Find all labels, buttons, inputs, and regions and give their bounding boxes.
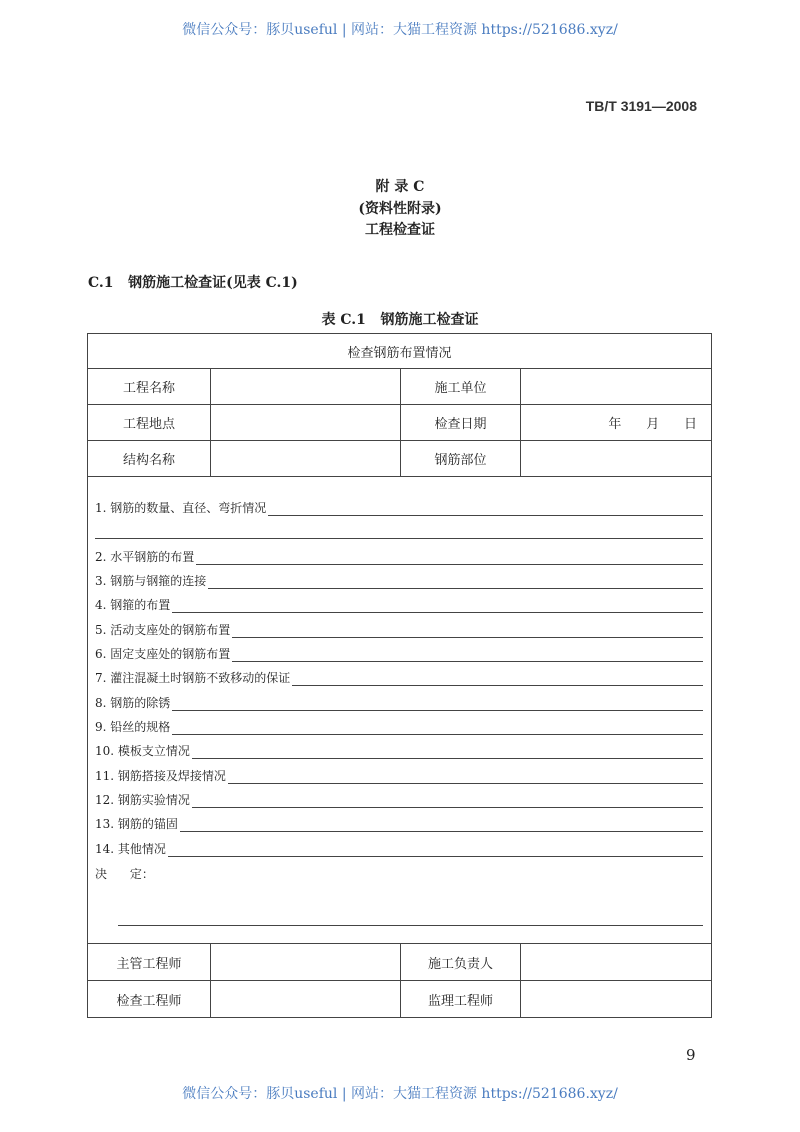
item-label: 3. 钢筋与钢箍的连接	[95, 574, 207, 588]
inspection-item	[95, 646, 703, 662]
appendix-subtitle: (资料性附录)	[358, 201, 442, 217]
item-label: 2. 水平钢筋的布置	[95, 550, 195, 564]
value-field[interactable]	[210, 440, 401, 477]
label-cell: 施工负责人	[400, 943, 521, 981]
value-field[interactable]	[520, 368, 712, 405]
item-label: 12. 钢筋实验情况	[95, 793, 190, 807]
standard-number: TB/T 3191—2008	[585, 98, 697, 114]
item-answer-line[interactable]	[292, 673, 703, 686]
item-label: 6. 固定支座处的钢筋布置	[95, 647, 231, 661]
item-answer-line[interactable]	[180, 819, 703, 832]
value-field[interactable]: 年 月 日	[520, 404, 712, 441]
section-heading: C.1 钢筋施工检查证(见表 C.1)	[88, 275, 298, 291]
item-answer-line[interactable]	[172, 722, 703, 735]
value-field[interactable]	[210, 980, 401, 1018]
item-answer-line[interactable]	[208, 576, 703, 589]
appendix-name: 工程检查证	[365, 222, 435, 238]
item-label: 14. 其他情况	[95, 842, 166, 856]
item-answer-line[interactable]	[268, 503, 703, 516]
item-label: 13. 钢筋的锚固	[95, 817, 178, 831]
value-field[interactable]	[210, 368, 401, 405]
item-label: 1. 钢筋的数量、直径、弯折情况	[95, 501, 267, 515]
item-answer-line[interactable]	[232, 625, 703, 638]
inspection-item	[95, 670, 703, 686]
item-answer-line[interactable]	[172, 600, 703, 613]
inspection-item	[95, 573, 703, 589]
inspection-item	[95, 549, 703, 565]
item-answer-line[interactable]	[172, 698, 703, 711]
item-answer-line[interactable]	[192, 795, 703, 808]
value-field[interactable]	[520, 440, 712, 477]
item-label: 7. 灌注混凝土时钢筋不致移动的保证	[95, 671, 291, 685]
inspection-item	[95, 792, 703, 808]
value-field[interactable]	[210, 404, 401, 441]
item-answer-line[interactable]	[196, 552, 703, 565]
item-label: 4. 钢箍的布置	[95, 598, 171, 612]
item-answer-line[interactable]	[95, 538, 703, 539]
inspection-item	[95, 841, 703, 857]
inspection-item	[95, 768, 703, 784]
inspection-item	[95, 695, 703, 711]
watermark-bottom: 微信公众号：豚贝useful | 网站：大猫工程资源 https://521686.xyz/	[182, 1086, 618, 1102]
inspection-item	[95, 597, 703, 613]
item-label: 8. 钢筋的除锈	[95, 696, 171, 710]
label-cell: 检查工程师	[87, 980, 211, 1018]
page-number: 9	[686, 1046, 696, 1064]
label-cell: 监理工程师	[400, 980, 521, 1018]
item-answer-line[interactable]	[232, 649, 703, 662]
watermark-top: 微信公众号：豚贝useful | 网站：大猫工程资源 https://521686.xyz/	[182, 22, 618, 38]
item-answer-line[interactable]	[192, 746, 703, 759]
value-field[interactable]	[520, 943, 712, 981]
inspection-item	[95, 500, 703, 516]
decision-line[interactable]	[118, 925, 703, 926]
table-header: 检查钢筋布置情况	[87, 333, 712, 369]
inspection-item	[95, 816, 703, 832]
appendix-title: 附 录 C	[375, 179, 425, 195]
inspection-item	[95, 743, 703, 759]
label-cell: 钢筋部位	[400, 440, 521, 477]
item-answer-line[interactable]	[228, 771, 703, 784]
label-cell: 结构名称	[87, 440, 211, 477]
label-cell: 施工单位	[400, 368, 521, 405]
item-label: 5. 活动支座处的钢筋布置	[95, 623, 231, 637]
table-caption: 表 C.1 钢筋施工检查证	[321, 312, 479, 328]
label-cell: 主管工程师	[87, 943, 211, 981]
value-field[interactable]	[210, 943, 401, 981]
item-answer-line[interactable]	[168, 844, 703, 857]
value-field[interactable]	[520, 980, 712, 1018]
label-cell: 工程地点	[87, 404, 211, 441]
inspection-item	[95, 622, 703, 638]
item-label: 10. 模板支立情况	[95, 744, 190, 758]
label-cell: 工程名称	[87, 368, 211, 405]
decision-label: 决 定：	[95, 867, 154, 881]
inspection-item	[95, 719, 703, 735]
label-cell: 检查日期	[400, 404, 521, 441]
item-label: 9. 铅丝的规格	[95, 720, 171, 734]
item-label: 11. 钢筋搭接及焊接情况	[95, 769, 226, 783]
